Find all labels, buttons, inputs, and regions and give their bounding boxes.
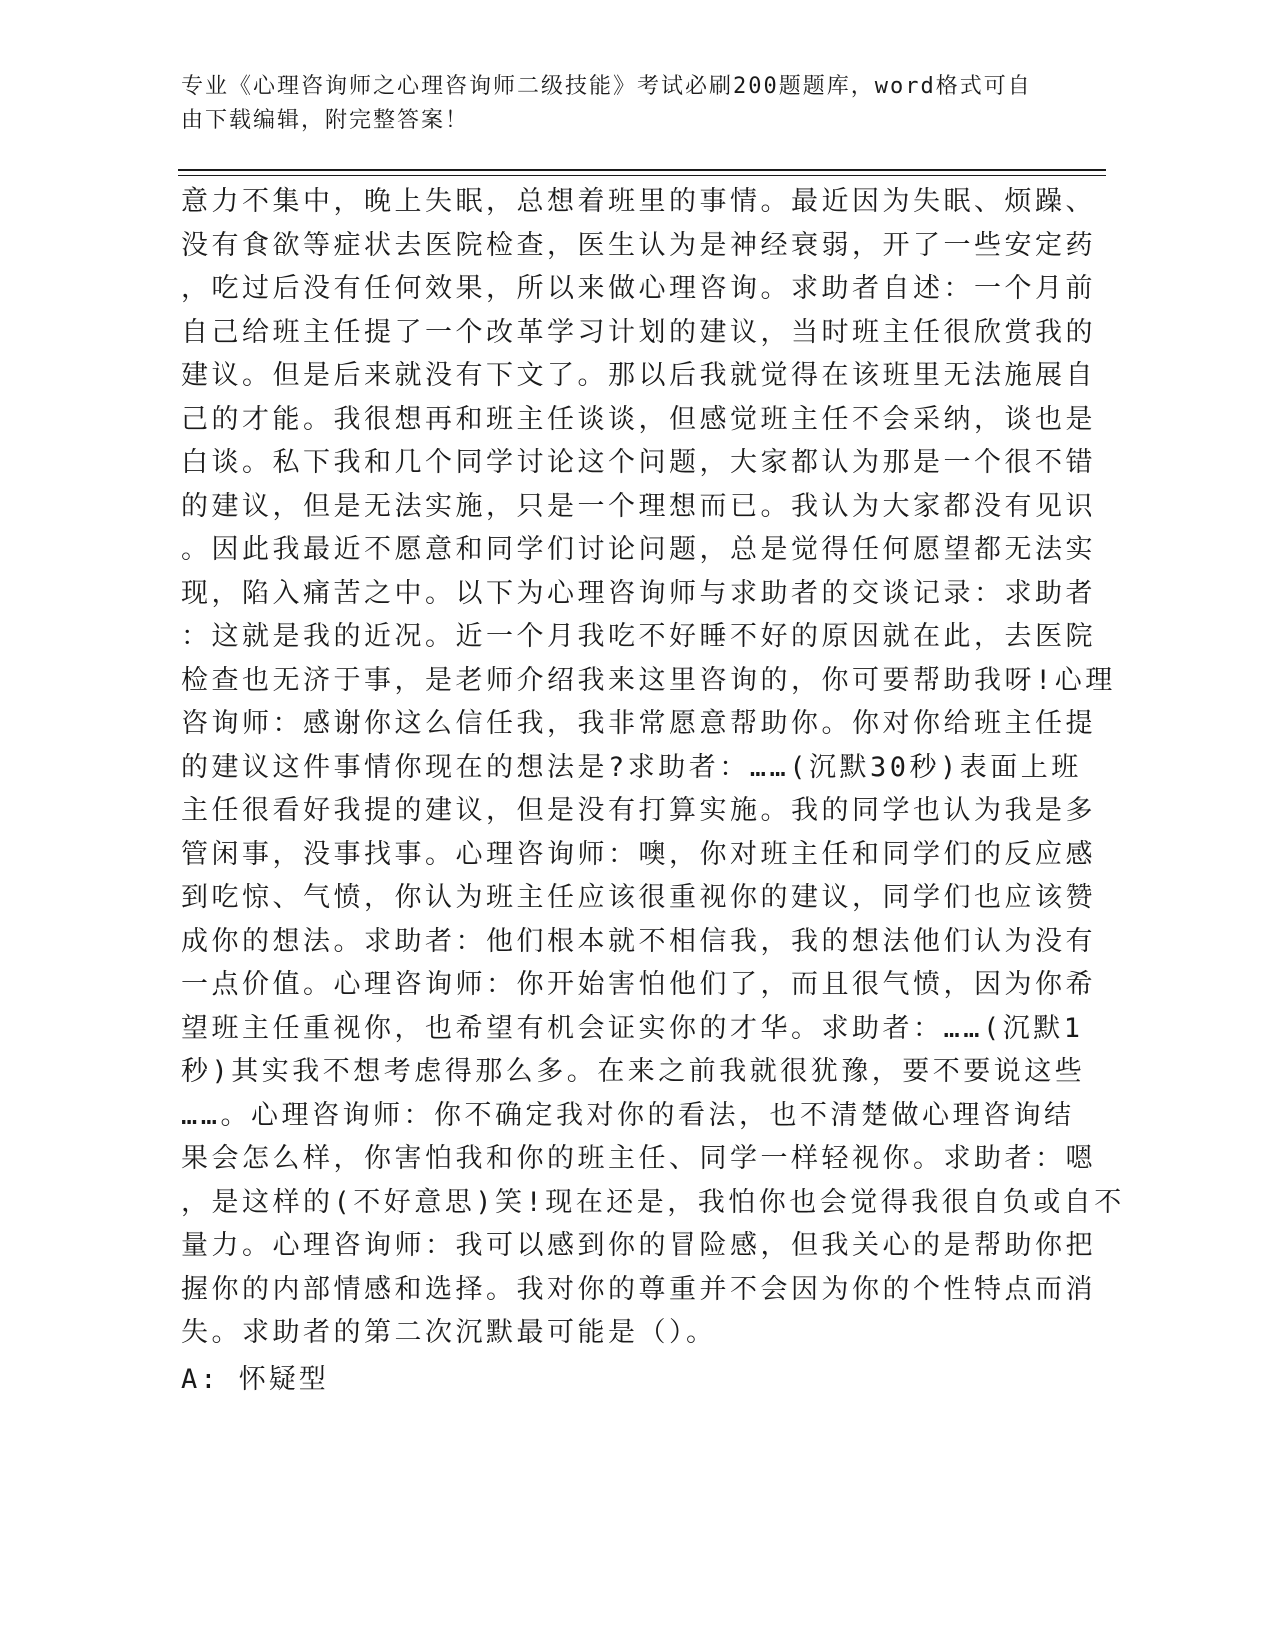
text-line: 建议。但是后来就没有下文了。那以后我就觉得在该班里无法施展自: [181, 360, 1096, 391]
text-line: 的建议这件事情你现在的想法是?求助者：……(沉默30秒)表面上班: [181, 751, 1082, 783]
text-line: 失。求助者的第二次沉默最可能是（）。: [181, 1317, 717, 1348]
text-line: 现，陷入痛苦之中。以下为心理咨询师与求助者的交谈记录：求助者: [181, 577, 1096, 609]
question-stem: [181, 180, 1125, 1355]
text-line: 白谈。私下我和几个同学讨论这个问题，大家都认为那是一个很不错: [181, 447, 1096, 478]
text-line: 。因此我最近不愿意和同学们讨论问题，总是觉得任何愿望都无法实: [181, 534, 1096, 565]
page-header: [181, 70, 1041, 138]
text-line: ，吃过后没有任何效果，所以来做心理咨询。求助者自述：一个月前: [181, 273, 1096, 304]
text-line: ：这就是我的近况。近一个月我吃不好睡不好的原因就在此，去医院: [181, 621, 1096, 652]
text-line: 自己给班主任提了一个改革学习计划的建议，当时班主任很欣赏我的: [181, 316, 1096, 348]
text-line: 咨询师：感谢你这么信任我，我非常愿意帮助你。你对你给班主任提: [181, 708, 1096, 739]
header-divider-thin: [178, 175, 1106, 176]
header-title-line-2: 由下载编辑，附完整答案！: [181, 108, 470, 133]
text-line: 秒)其实我不想考虑得那么多。在来之前我就很犹豫，要不要说这些: [181, 1056, 1086, 1087]
text-line: 到吃惊、气愤，你认为班主任应该很重视你的建议，同学们也应该赞: [181, 882, 1096, 913]
header-title-line-1: 专业《心理咨询师之心理咨询师二级技能》考试必刷200题题库，word格式可自: [181, 74, 1032, 99]
text-line: 果会怎么样，你害怕我和你的班主任、同学一样轻视你。求助者：嗯: [181, 1143, 1096, 1174]
text-line: 一点价值。心理咨询师：你开始害怕他们了，而且很气愤，因为你希: [181, 969, 1096, 1000]
text-line: ，是这样的(不好意思)笑!现在还是，我怕你也会觉得我很自负或自不: [181, 1186, 1125, 1218]
text-line: 意力不集中，晚上失眠，总想着班里的事情。最近因为失眠、烦躁、: [181, 186, 1096, 217]
text-line: 量力。心理咨询师：我可以感到你的冒险感，但我关心的是帮助你把: [181, 1230, 1096, 1261]
text-line: 管闲事，没事找事。心理咨询师：噢，你对班主任和同学们的反应感: [181, 838, 1096, 870]
text-line: 成你的想法。求助者：他们根本就不相信我，我的想法他们认为没有: [181, 925, 1096, 957]
text-line: ……。心理咨询师：你不确定我对你的看法，也不清楚做心理咨询结: [181, 1099, 1075, 1131]
text-line: 己的才能。我很想再和班主任谈谈，但感觉班主任不会采纳，谈也是: [181, 403, 1096, 435]
text-line: 主任很看好我提的建议，但是没有打算实施。我的同学也认为我是多: [181, 795, 1096, 826]
text-line: 检查也无济于事，是老师介绍我来这里咨询的，你可要帮助我呀!心理: [181, 664, 1116, 696]
text-line: 没有食欲等症状去医院检查，医生认为是神经衰弱，开了一些安定药: [181, 229, 1096, 261]
text-line: 握你的内部情感和选择。我对你的尊重并不会因为你的个性特点而消: [181, 1273, 1096, 1305]
header-divider-thick: [178, 169, 1106, 171]
answer-option-a: A: 怀疑型: [181, 1364, 329, 1395]
text-line: 望班主任重视你，也希望有机会证实你的才华。求助者：……(沉默1: [181, 1012, 1084, 1044]
text-line: 的建议，但是无法实施，只是一个理想而已。我认为大家都没有见识: [181, 490, 1096, 522]
